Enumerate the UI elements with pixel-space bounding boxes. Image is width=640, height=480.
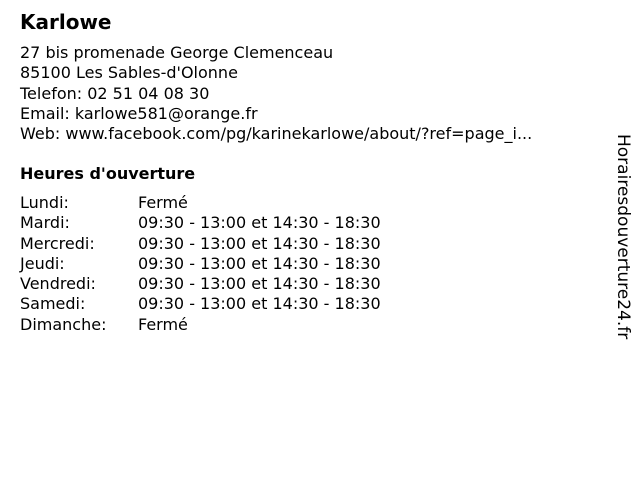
day-hours: Fermé — [138, 193, 188, 212]
day-hours: 09:30 - 13:00 et 14:30 - 18:30 — [138, 274, 381, 294]
day-hours: 09:30 - 13:00 et 14:30 - 18:30 — [138, 213, 381, 233]
day-hours: 09:30 - 13:00 et 14:30 - 18:30 — [138, 253, 381, 273]
business-name: Karlowe — [20, 10, 112, 34]
day-label: Dimanche: — [20, 314, 107, 334]
address-street: 27 bis promenade George Clemenceau — [20, 43, 334, 62]
day-label: Samedi: — [20, 294, 86, 314]
email-address: Email: karlowe581@orange.fr — [20, 103, 258, 123]
site-watermark: Horairesdouverture24.fr — [613, 134, 633, 340]
day-label: Mardi: — [20, 213, 70, 233]
day-label: Lundi: — [20, 193, 69, 212]
opening-hours-title: Heures d'ouverture — [20, 164, 196, 183]
day-label: Mercredi: — [20, 233, 95, 253]
address-city: 85100 Les Sables-d'Olonne — [20, 63, 238, 83]
day-hours: 09:30 - 13:00 et 14:30 - 18:30 — [138, 294, 381, 314]
day-label: Jeudi: — [20, 253, 65, 273]
website-link[interactable]: Web: www.facebook.com/pg/karinekarlowe/about/?ref=page_i... — [20, 124, 533, 144]
day-label: Vendredi: — [20, 274, 96, 294]
day-hours: Fermé — [138, 314, 188, 334]
phone-number: Telefon: 02 51 04 08 30 — [20, 83, 210, 103]
day-hours: 09:30 - 13:00 et 14:30 - 18:30 — [138, 233, 381, 253]
business-contact-block — [20, 43, 590, 144]
